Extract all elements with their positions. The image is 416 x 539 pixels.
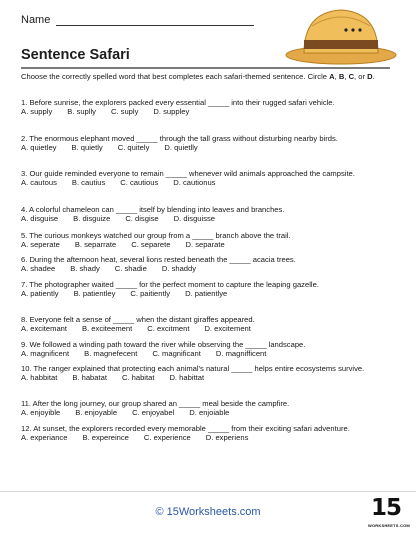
option-d[interactable]: D. patientlye <box>185 289 228 299</box>
option-a[interactable]: A. cautous <box>21 178 57 188</box>
question-stem: 12. At sunset, the explorers recorded every memorable _____ from their exciting safari adventure. <box>21 424 350 433</box>
question-stem: 4. A colorful chameleon can _____ itself by blending into leaves and branches. <box>21 205 285 214</box>
option-d[interactable]: D. enjoiable <box>189 408 230 418</box>
option-b[interactable]: B. disguize <box>73 214 111 224</box>
option-d[interactable]: D. experiens <box>205 433 249 443</box>
answer-options <box>21 178 393 187</box>
option-c[interactable]: C. experience <box>143 433 191 443</box>
answer-options <box>21 373 393 382</box>
answer-options <box>21 240 393 249</box>
instructions-sep: . <box>372 72 375 81</box>
answer-options <box>21 214 393 223</box>
option-a[interactable]: A. magnificent <box>21 349 70 359</box>
option-d[interactable]: D. disguisse <box>173 214 216 224</box>
answer-options <box>21 324 393 333</box>
question-1 <box>21 98 393 117</box>
answer-options <box>21 289 393 298</box>
option-d[interactable]: D. cautionus <box>173 178 216 188</box>
option-d[interactable]: D. magnifficent <box>215 349 267 359</box>
instructions <box>21 72 393 81</box>
option-d[interactable]: D. quietlly <box>164 143 198 153</box>
option-b[interactable]: B. quietly <box>71 143 103 153</box>
instructions-sep: , <box>334 72 339 81</box>
option-a[interactable]: A. disguise <box>21 214 59 224</box>
question-stem: 8. Everyone felt a sense of _____ when the distant giraffes appeared. <box>21 315 255 324</box>
question-7 <box>21 280 393 299</box>
option-d[interactable]: D. shaddy <box>161 264 197 274</box>
option-a[interactable]: A. excitemant <box>21 324 68 334</box>
option-c[interactable]: C. separete <box>131 240 171 250</box>
choice-letter-d: D <box>367 72 373 81</box>
option-c[interactable]: C. suply <box>110 107 139 117</box>
answer-options <box>21 264 393 273</box>
option-b[interactable]: B. shady <box>70 264 100 274</box>
question-stem: 11. After the long journey, our group shared an _____ meal beside the campfire. <box>21 399 290 408</box>
question-stem: 10. The ranger explained that protecting each animal's natural _____ helps entire ecosystems survive. <box>21 364 365 373</box>
answer-options <box>21 107 393 116</box>
instructions-text: Choose the correctly spelled word that best completes each safari-themed sentence. Circle <box>21 72 330 81</box>
option-b[interactable]: B. cautius <box>71 178 106 188</box>
footer-divider <box>0 491 416 492</box>
question-3 <box>21 169 393 188</box>
question-stem: 5. The curious monkeys watched our group from a _____ branch above the trail. <box>21 231 291 240</box>
option-c[interactable]: C. magnificant <box>152 349 201 359</box>
option-b[interactable]: B. patientley <box>73 289 116 299</box>
option-b[interactable]: B. separrate <box>74 240 117 250</box>
page-title: Sentence Safari <box>21 47 130 63</box>
answer-options <box>21 349 393 358</box>
option-b[interactable]: B. magnefecent <box>84 349 138 359</box>
question-stem: 1. Before sunrise, the explorers packed every essential _____ into their rugged safari vehicle. <box>21 98 335 107</box>
question-8 <box>21 315 393 334</box>
answer-options <box>21 143 393 152</box>
question-stem: 3. Our guide reminded everyone to remain _____ whenever wild animals approached the campsite. <box>21 169 355 178</box>
question-6 <box>21 255 393 274</box>
option-c[interactable]: C. cautious <box>120 178 159 188</box>
option-b[interactable]: B. enjoyable <box>75 408 118 418</box>
option-a[interactable]: A. supply <box>21 107 53 117</box>
instructions-sep: , <box>344 72 349 81</box>
name-label: Name <box>21 14 51 26</box>
option-c[interactable]: C. quitely <box>117 143 150 153</box>
question-2 <box>21 134 393 153</box>
question-5 <box>21 231 393 250</box>
instructions-sep: , or <box>354 72 368 81</box>
option-b[interactable]: B. habatat <box>72 373 107 383</box>
option-a[interactable]: A. quietley <box>21 143 57 153</box>
option-d[interactable]: D. separate <box>185 240 225 250</box>
choice-letter-a: A <box>329 72 335 81</box>
option-d[interactable]: D. suppley <box>153 107 190 117</box>
question-stem: 7. The photographer waited _____ for the perfect moment to capture the leaping gazelle. <box>21 280 319 289</box>
option-a[interactable]: A. enjoyible <box>21 408 61 418</box>
question-10 <box>21 364 393 383</box>
option-d[interactable]: D. habittat <box>169 373 205 383</box>
name-underline[interactable] <box>56 15 254 26</box>
option-b[interactable]: B. expereince <box>82 433 129 443</box>
option-c[interactable]: C. enjoyabel <box>132 408 175 418</box>
logo-number: 15 <box>370 495 401 521</box>
option-b[interactable]: B. suplly <box>67 107 96 117</box>
option-a[interactable]: A. experiance <box>21 433 68 443</box>
option-a[interactable]: A. seperate <box>21 240 60 250</box>
option-a[interactable]: A. patiently <box>21 289 59 299</box>
question-stem: 6. During the afternoon heat, several lions rested beneath the _____ acacia trees. <box>21 255 296 264</box>
question-stem: 9. We followed a winding path toward the river while observing the _____ landscape. <box>21 340 306 349</box>
option-c[interactable]: C. habitat <box>121 373 155 383</box>
question-11 <box>21 399 393 418</box>
question-4 <box>21 205 393 224</box>
option-c[interactable]: C. paitiently <box>130 289 171 299</box>
question-stem: 2. The enormous elephant moved _____ through the tall grass without disturbing nearby birds. <box>21 134 338 143</box>
worksheets-logo <box>368 495 410 533</box>
choice-letter-c: C <box>348 72 355 81</box>
answer-options <box>21 408 393 417</box>
safari-hat-icon <box>284 4 398 66</box>
option-a[interactable]: A. shadee <box>21 264 56 274</box>
footer-copyright[interactable]: © 15Worksheets.com <box>155 506 261 518</box>
question-12 <box>21 424 393 443</box>
option-c[interactable]: C. shadie <box>114 264 147 274</box>
answer-options <box>21 433 393 442</box>
name-field <box>21 14 254 26</box>
choice-letter-b: B <box>338 72 345 81</box>
option-c[interactable]: C. excitment <box>147 324 190 334</box>
option-a[interactable]: A. habbitat <box>21 373 58 383</box>
question-9 <box>21 340 393 359</box>
option-d[interactable]: D. excitement <box>204 324 251 334</box>
option-c[interactable]: C. disgise <box>125 214 159 224</box>
title-divider <box>21 67 390 69</box>
logo-text: WORKSHEETS.COM <box>368 523 410 528</box>
option-b[interactable]: B. exciteement <box>82 324 133 334</box>
